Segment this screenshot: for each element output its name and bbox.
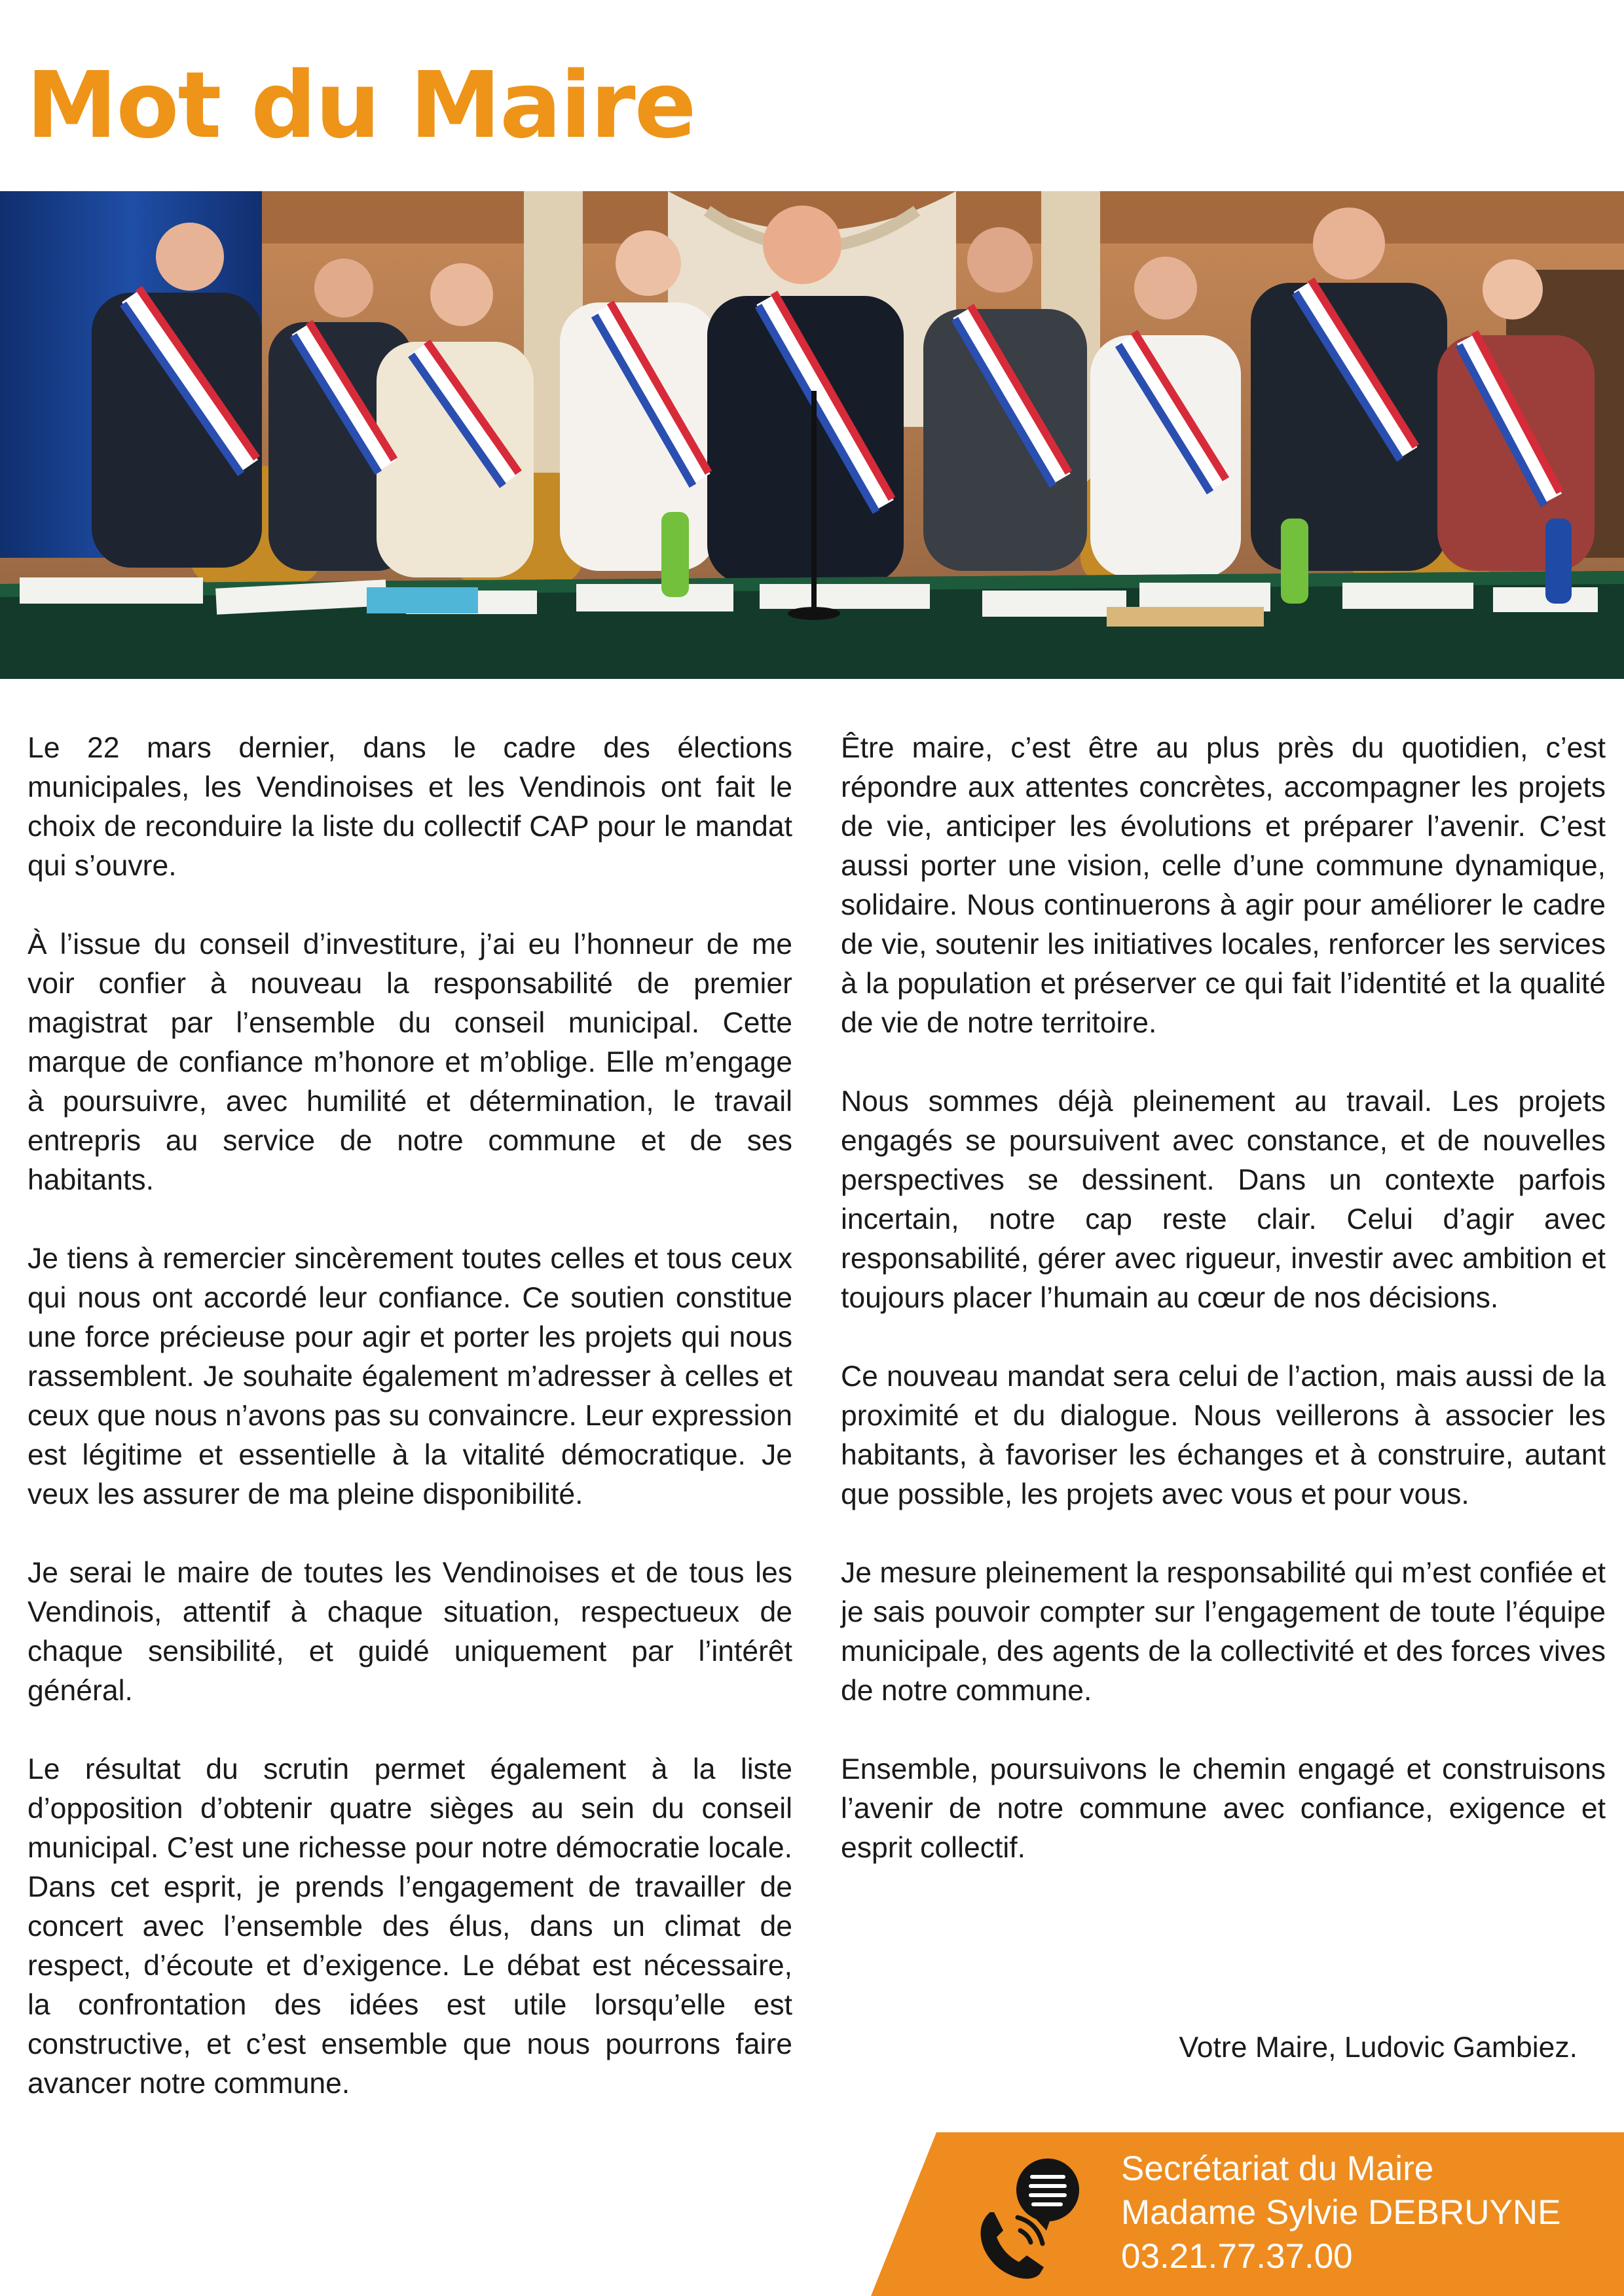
paragraph: À l’issue du conseil d’investiture, j’ai eu l’honneur de me voir confier à nouveau la responsabilité de premier magistrat par l’ensemble du conseil municipal. Cette marque de confiance m’honore et m’oblige. Elle m’engage à poursuivre, avec humilité et détermination, le travail entrepris au service de notre commune et de ses habitants. bbox=[28, 928, 792, 1196]
paragraph: Je tiens à remercier sincèrement toutes celles et tous ceux qui nous ont accordé leur confiance. Ce soutien constitue une force précieuse pour agir et porter les projets qui nous rassemblent. Je souhaite également m’adresser à celles et ceux que nous n’avons pas su convaincre. Leur expression est légitime et essentielle à la vitalité démocratique. Je veux les assurer de ma pleine disponibilité. bbox=[28, 1243, 792, 1510]
paragraph: Nous sommes déjà pleinement au travail. Les projets engagés se poursuivent avec constance, et de nouvelles perspectives se dessinent. Dans un contexte parfois incertain, notre cap reste clair. Celui d’agir avec responsabilité, gérer avec rigueur, investir avec ambition et toujours placer l’humain au cœur de nos décisions. bbox=[841, 1085, 1606, 1314]
contact-band bbox=[871, 2132, 1624, 2296]
mayor-signature: Votre Maire, Ludovic Gambiez. bbox=[1179, 2032, 1578, 2064]
contact-title: Secrétariat du Maire bbox=[1121, 2149, 1434, 2188]
paragraph: Le 22 mars dernier, dans le cadre des élections municipales, les Vendinoises et les Vendinois ont fait le choix de reconduire la liste du collectif CAP pour le mandat qui s’ouvre. bbox=[28, 732, 792, 882]
council-photo bbox=[0, 191, 1624, 679]
paragraph: Je mesure pleinement la responsabilité qui m’est confiée et je sais pouvoir compter sur l’engagement de toute l’équipe municipale, des agents de la collectivité et des forces vives de notre commune. bbox=[841, 1557, 1606, 1707]
phone-chat-icon bbox=[963, 2152, 1094, 2283]
paragraph: Être maire, c’est être au plus près du quotidien, c’est répondre aux attentes concrètes, accompagner les projets de vie, anticiper les évolutions et préparer l’avenir. C’est aussi porter une vision, celle d’une commune dynamique, solidaire. Nous continuerons à agir pour améliorer le cadre de vie, soutenir les initiatives locales, renforcer les services à la population et préserver ce qui fait l’identité et la qualité de vie de notre territoire. bbox=[841, 732, 1606, 1039]
article-column-left bbox=[28, 729, 792, 2143]
page-title: Mot du Maire bbox=[26, 52, 695, 159]
article-column-right bbox=[841, 729, 1606, 1907]
paragraph: Le résultat du scrutin permet également à la liste d’opposition d’obtenir quatre sièges au sein du conseil municipal. C’est une richesse pour notre démocratie locale. Dans cet esprit, je prends l’engagement de travailler de concert avec l’ensemble des élus, dans un climat de respect, d’écoute et d’exigence. Le débat est nécessaire, la confrontation des idées est utile lorsqu’elle est constructive, et c’est ensemble que nous pourrons faire avancer notre commune. bbox=[28, 1753, 792, 2100]
council-photo-image bbox=[0, 191, 1624, 679]
contact-details bbox=[1121, 2147, 1561, 2278]
paragraph: Ensemble, poursuivons le chemin engagé et construisons l’avenir de notre commune avec confiance, exigence et esprit collectif. bbox=[841, 1753, 1606, 1864]
contact-name: Madame Sylvie DEBRUYNE bbox=[1121, 2193, 1561, 2232]
contact-phone[interactable]: 03.21.77.37.00 bbox=[1121, 2237, 1353, 2276]
paragraph: Je serai le maire de toutes les Vendinoises et de tous les Vendinois, attentif à chaque situation, respectueux de chaque sensibilité, et guidé uniquement par l’intérêt général. bbox=[28, 1557, 792, 1707]
paragraph: Ce nouveau mandat sera celui de l’action, mais aussi de la proximité et du dialogue. Nous veillerons à associer les habitants, à favoriser les échanges et à construire, autant que possible, les projets avec vous et pour vous. bbox=[841, 1360, 1606, 1510]
